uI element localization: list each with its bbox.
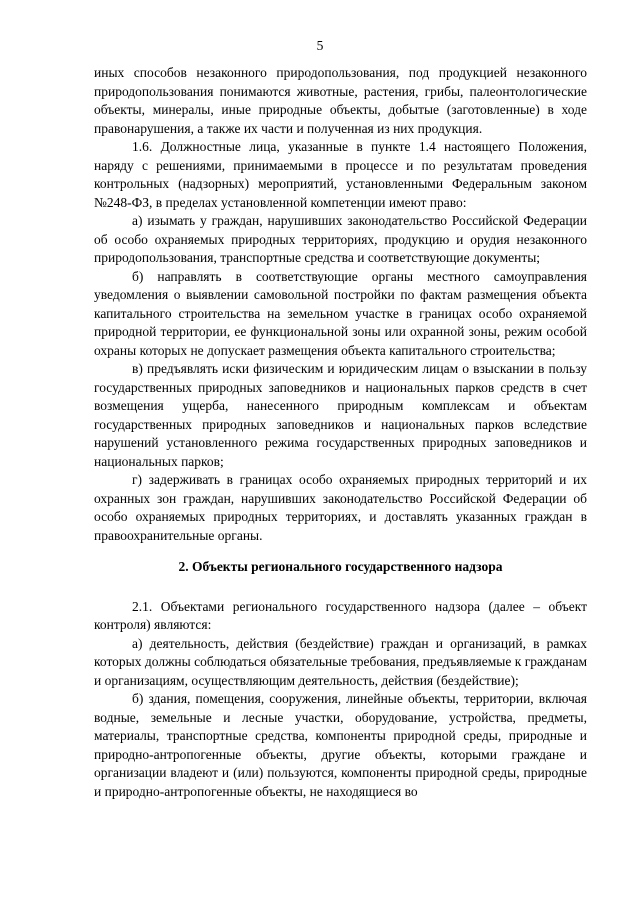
paragraph: иных способов незаконного природопользования, под продукцией незаконного природопользования понимаются животные, растения, грибы, палеонтологические объекты, минералы, иные природные объекты, добытые (заготовленные) в ходе правонарушения, а также их части и полученная из них продукция. — [94, 65, 587, 136]
page-number: 5 — [316, 38, 324, 53]
paragraph: 2.1. Объектами регионального государственного надзора (далее – объект контроля) являются: — [94, 598, 587, 632]
list-item: а) деятельность, действия (бездействие) граждан и организаций, в рамках которых должны соблюдаться обязательные требования, предъявляемые к гражданам и организациям, осуществляющим деятельность, действия (бездействие); — [94, 635, 587, 688]
document-body — [94, 64, 587, 801]
section-heading: 2. Объекты регионального государственного надзора — [178, 559, 503, 574]
paragraph: 1.6. Должностные лица, указанные в пункте 1.4 настоящего Положения, наряду с решениями, принимаемыми в процессе и по результатам проведения контрольных (надзорных) мероприятий, установленными Федеральным законом №248-ФЗ, в пределах установленной компетенции имеют право: — [94, 139, 587, 210]
list-item: б) направлять в соответствующие органы местного самоуправления уведомления о выявлении самовольной постройки по фактам размещения объекта капитального строительства на земельном участке в границах особо охраняемой природной территории, ее функциональной зоны или охранной зоны, режим особой охраны которых не допускает размещения объекта капитального строительства; — [94, 268, 587, 358]
list-item: б) здания, помещения, сооружения, линейные объекты, территории, включая водные, земельные и лесные участки, оборудование, устройства, предметы, материалы, транспортные средства, компоненты природной среды, природные и природно-антропогенные объекты, другие объекты, которыми граждане и организации владеют и (или) пользуются, компоненты природной среды, природные и природно-антропогенные объекты, не находящиеся во — [94, 691, 587, 799]
list-item: г) задерживать в границах особо охраняемых природных территорий и их охранных зон граждан, нарушивших законодательство Российской Федерации об особо охраняемых природных территориях, и доставлять указанных граждан в правоохранительные органы. — [94, 472, 587, 543]
list-item: в) предъявлять иски физическим и юридическим лицам о взыскании в пользу государственных природных заповедников и национальных парков средств в счет возмещения ущерба, нанесенного природным комплексам и объектам государственных природных заповедников и национальных парков вследствие нарушений установленного режима государственных природных заповедников и национальных парков; — [94, 361, 587, 469]
list-item: а) изымать у граждан, нарушивших законодательство Российской Федерации об особо охраняемых природных территориях, продукцию и орудия незаконного природопользования, транспортные средства и соответствующие документы; — [94, 213, 587, 265]
